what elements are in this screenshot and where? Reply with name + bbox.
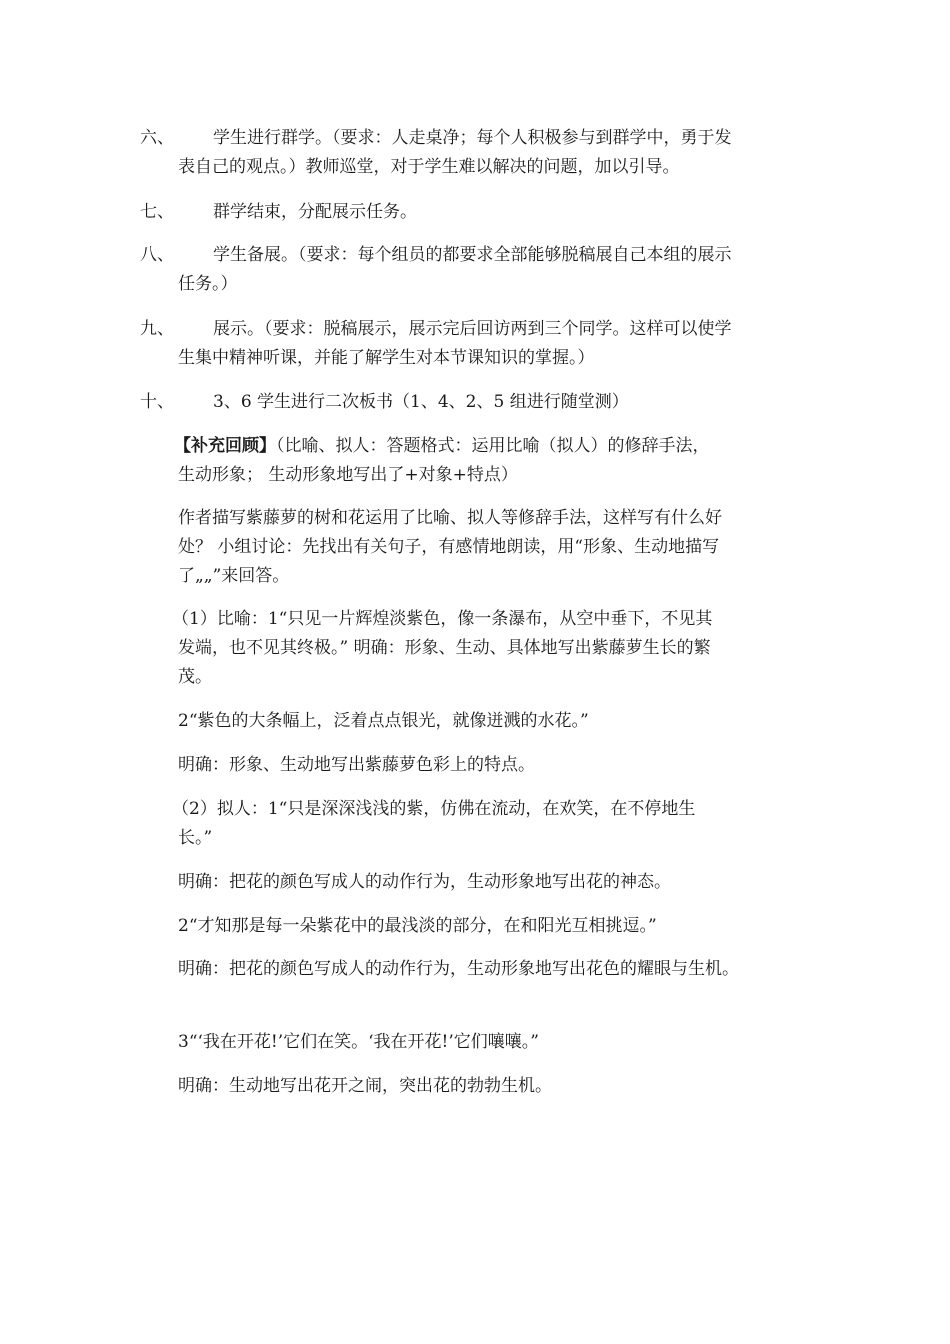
- personification-line-1: （2）拟人：1“只是深深浅浅的紫，仿佛在流动，在欢笑，在不停地生: [172, 799, 696, 819]
- list-item-6: [140, 124, 820, 182]
- list-item-9: [140, 315, 820, 373]
- personification-answer-1: 明确：把花的颜色写成人的动作行为，生动形象地写出花的神态。: [178, 872, 671, 892]
- item-line-2: 生集中精神听课，并能了解学生对本节课知识的掌握。）: [178, 348, 595, 368]
- item-number: 八、: [140, 245, 174, 265]
- list-item-10: [140, 388, 820, 417]
- list-item-8: [140, 241, 820, 299]
- personification-paragraph: [172, 795, 812, 853]
- item-number: 七、: [140, 202, 174, 222]
- item-line-1: 3、6 学生进行二次板书（1、4、2、5 组进行随堂测）: [213, 392, 629, 412]
- personification-answer-3: 明确：生动地写出花开之闹，突出花的勃勃生机。: [178, 1076, 552, 1096]
- question-line-3: 了„„”来回答。: [178, 566, 290, 586]
- metaphor-line-1: （1）比喻：1“只见一片辉煌淡紫色，像一条瀑布，从空中垂下，不见其: [172, 609, 713, 629]
- item-line-1: 群学结束，分配展示任务。: [213, 202, 417, 222]
- personification-quote-2: 2“才知那是每一朵紫花中的最浅淡的部分，在和阳光互相挑逗。”: [178, 916, 657, 936]
- metaphor-line-3: 茂。: [178, 667, 212, 687]
- question-paragraph: [178, 504, 818, 591]
- item-line-1: 学生备展。（要求：每个组员的都要求全部能够脱稿展自己本组的展示: [213, 245, 732, 265]
- item-line-1: 展示。（要求：脱稿展示，展示完后回访两到三个同学。这样可以使学: [213, 319, 732, 339]
- supplement-section: [174, 432, 814, 490]
- supplement-line-1: [174, 432, 814, 461]
- personification-answer-2: 明确：把花的颜色写成人的动作行为，生动形象地写出花色的耀眼与生机。: [178, 959, 739, 979]
- item-number: 十、: [140, 392, 174, 412]
- metaphor-quote-2: 2“紫色的大条幅上，泛着点点银光，就像迸溅的水花。”: [178, 711, 589, 731]
- supplement-heading: 【补充回顾】: [174, 436, 276, 456]
- item-line-1: 学生进行群学。（要求：人走桌净；每个人积极参与到群学中，勇于发: [213, 128, 732, 148]
- metaphor-line-2: 发端，也不见其终极。” 明确：形象、生动、具体地写出紫藤萝生长的繁: [178, 638, 711, 658]
- item-line-2: 表自己的观点。）教师巡堂，对于学生难以解决的问题，加以引导。: [178, 157, 680, 177]
- list-item-7: [140, 198, 820, 227]
- metaphor-paragraph: [172, 605, 812, 692]
- personification-line-2: 长。”: [178, 828, 213, 848]
- personification-quote-3: 3“‘我在开花!’它们在笑。‘我在开花!’它们嚷嚷。”: [178, 1032, 539, 1052]
- supplement-line-2: 生动形象； 生动形象地写出了+对象+特点）: [178, 465, 518, 485]
- item-number: 九、: [140, 319, 174, 339]
- supplement-text: （比喻、拟人：答题格式：运用比喻（拟人）的修辞手法，: [276, 436, 710, 456]
- metaphor-answer-2: 明确：形象、生动地写出紫藤萝色彩上的特点。: [178, 755, 535, 775]
- item-line-2: 任务。）: [178, 274, 238, 294]
- question-line-1: 作者描写紫藤萝的树和花运用了比喻、拟人等修辞手法，这样写有什么好: [178, 508, 722, 528]
- item-number: 六、: [140, 128, 174, 148]
- question-line-2: 处？ 小组讨论：先找出有关句子，有感情地朗读，用“形象、生动地描写: [178, 537, 720, 557]
